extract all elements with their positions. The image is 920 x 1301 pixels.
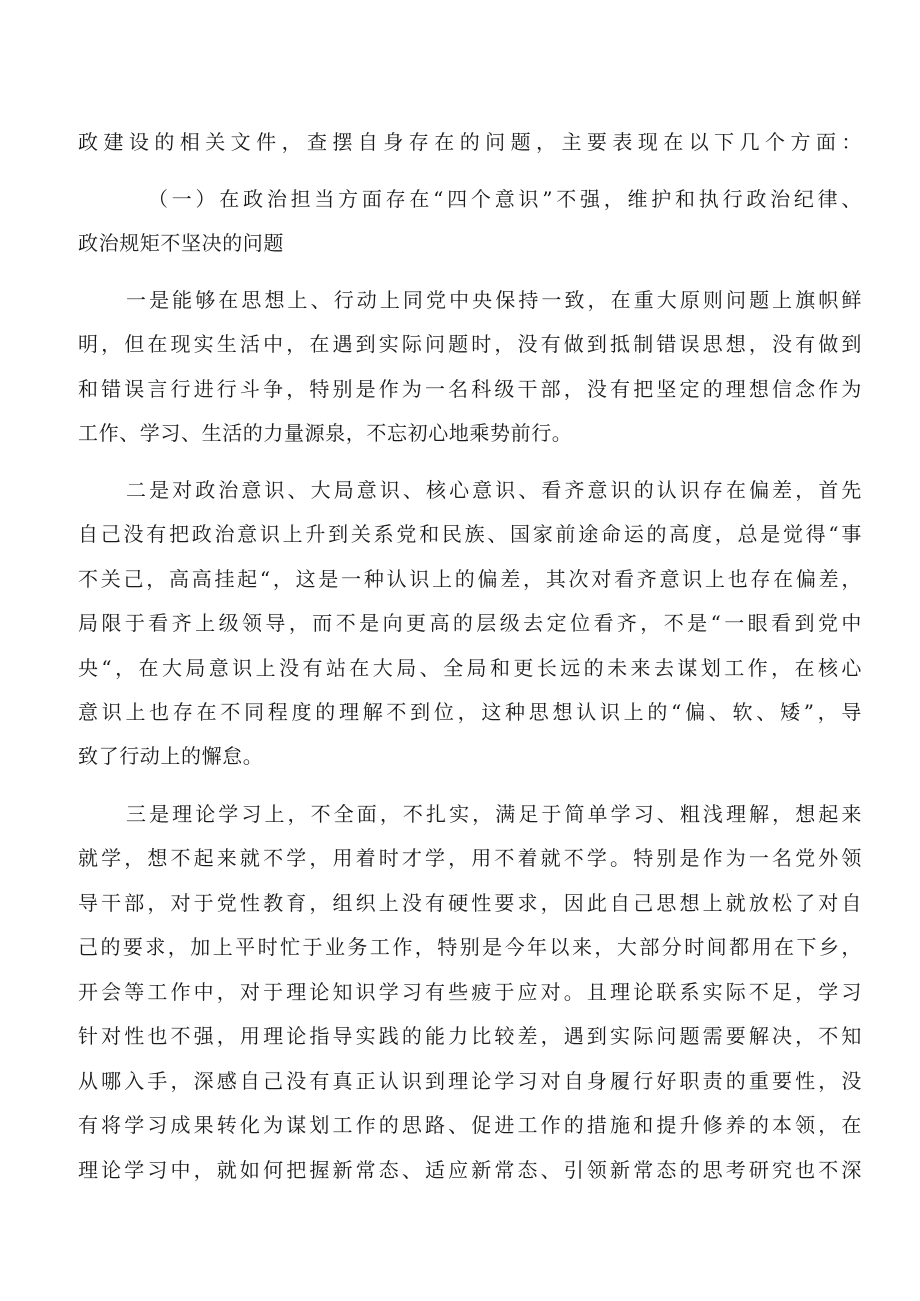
text-line: 三是理论学习上，不全面，不扎实，满足于简单学习、粗浅理解，想起来 — [126, 802, 862, 826]
text-line: 明，但在现实生活中，在遇到实际问题时，没有做到抵制错误思想，没有做到 — [78, 332, 862, 356]
text-line: 意识上也存在不同程度的理解不到位，这种思想认识上的“偏、软、矮”，导 — [78, 700, 862, 724]
section-heading-line: 政治规矩不坚决的问题 — [78, 231, 284, 255]
text-line: 央“，在大局意识上没有站在大局、全局和更长远的未来去谋划工作，在核心 — [78, 656, 862, 680]
text-line: 开会等工作中，对于理论知识学习有些疲于应对。且理论联系实际不足，学习 — [78, 980, 862, 1004]
text-line: 不关己，高高挂起“，这是一种认识上的偏差，其次对看齐意识上也存在偏差， — [78, 567, 862, 591]
text-line: 政建设的相关文件，查摆自身存在的问题，主要表现在以下几个方面： — [78, 130, 862, 154]
text-line: 致了行动上的懈怠。 — [78, 744, 264, 768]
text-line: 二是对政治意识、大局意识、核心意识、看齐意识的认识存在偏差，首先 — [126, 478, 862, 502]
text-line: 从哪入手，深感自己没有真正认识到理论学习对自身履行好职责的重要性，没 — [78, 1069, 862, 1093]
text-line: 导干部，对于党性教育，组织上没有硬性要求，因此自己思想上就放松了对自 — [78, 891, 862, 915]
text-line: 理论学习中，就如何把握新常态、适应新常态、引领新常态的思考研究也不深 — [78, 1158, 862, 1182]
text-line: 局限于看齐上级领导，而不是向更高的层级去定位看齐，不是“一眼看到党中 — [78, 611, 862, 635]
text-line: 工作、学习、生活的力量源泉，不忘初心地乘势前行。 — [78, 421, 573, 445]
text-line: 己的要求，加上平时忙于业务工作，特别是今年以来，大部分时间都用在下乡， — [78, 935, 862, 959]
text-line: 自己没有把政治意识上升到关系党和民族、国家前途命运的高度，总是觉得“事 — [78, 522, 862, 546]
text-line: 就学，想不起来就不学，用着时才学，用不着就不学。特别是作为一名党外领 — [78, 846, 862, 870]
text-line: 和错误言行进行斗争，特别是作为一名科级干部，没有把坚定的理想信念作为 — [78, 377, 862, 401]
section-heading-line: （一）在政治担当方面存在“四个意识”不强，维护和执行政治纪律、 — [148, 187, 862, 211]
text-line: 有将学习成果转化为谋划工作的思路、促进工作的措施和提升修养的本领，在 — [78, 1113, 862, 1137]
text-line: 一是能够在思想上、行动上同党中央保持一致，在重大原则问题上旗帜鲜 — [126, 288, 862, 312]
text-line: 针对性也不强，用理论指导实践的能力比较差，遇到实际问题需要解决，不知 — [78, 1024, 862, 1048]
